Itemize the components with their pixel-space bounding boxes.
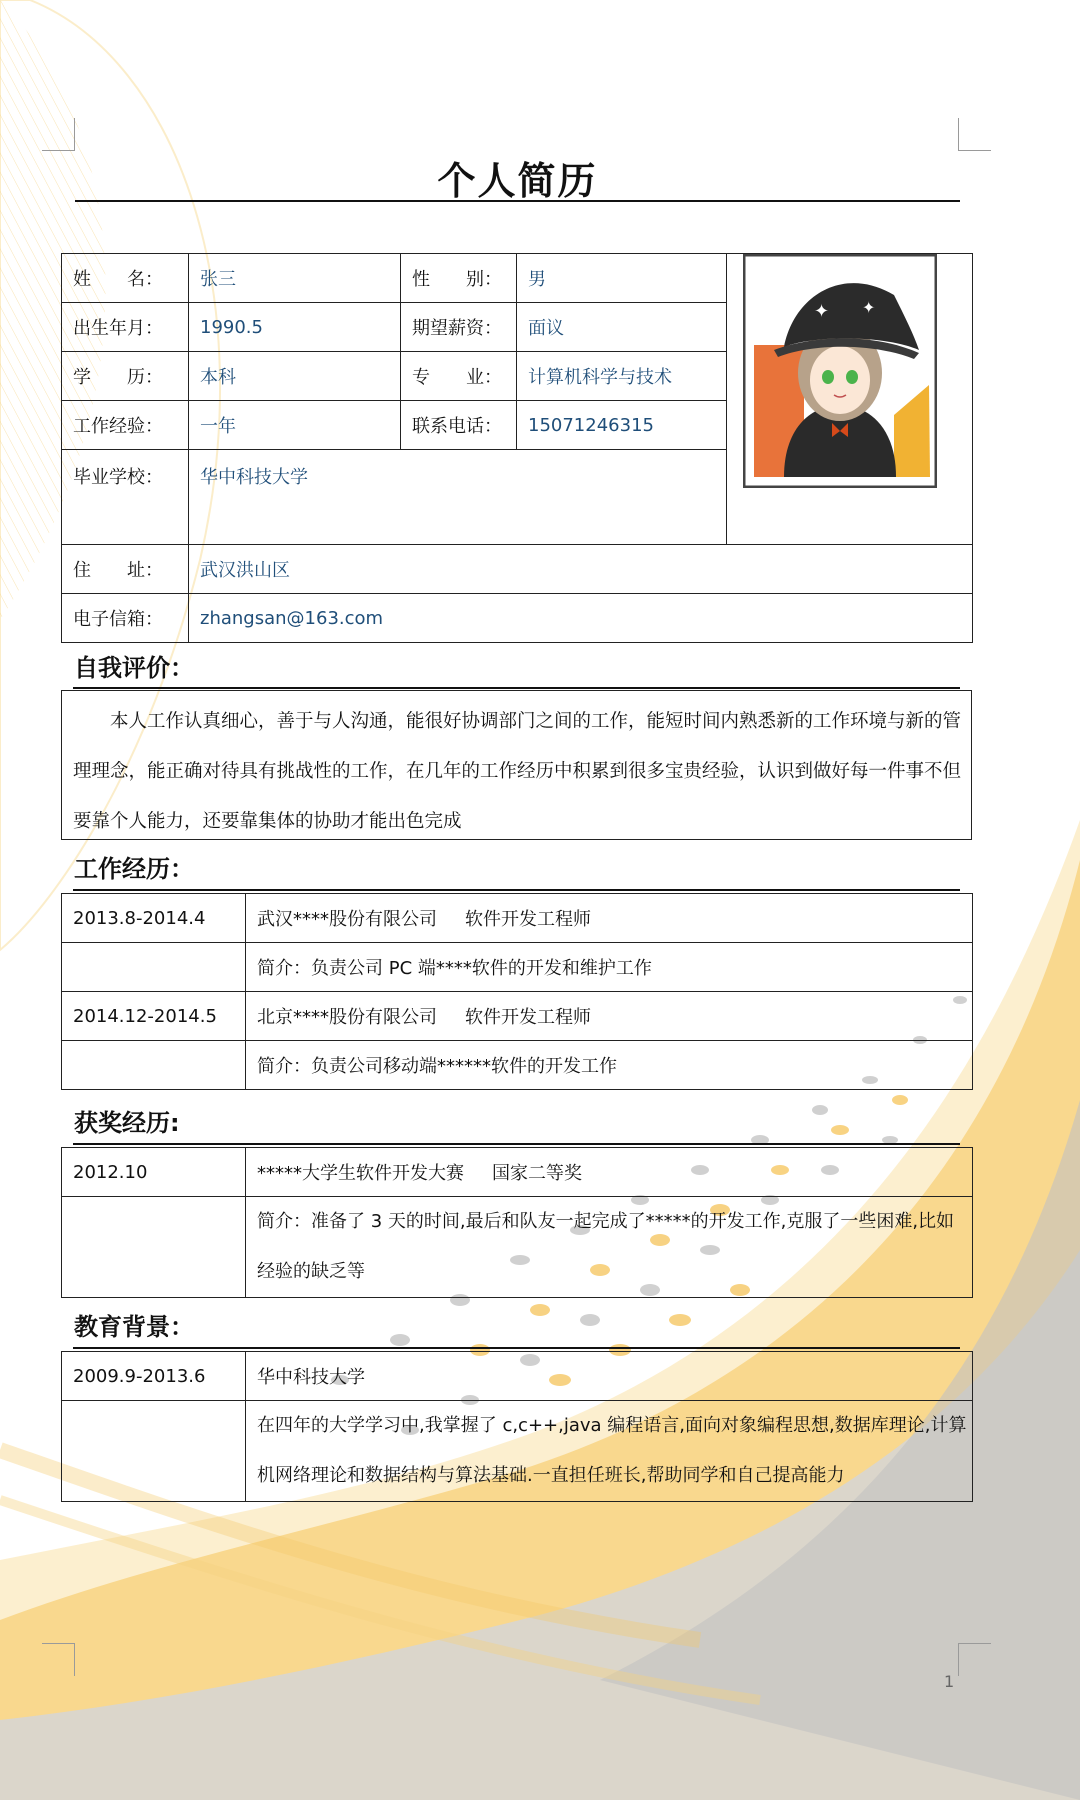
work-experience-rule (73, 889, 960, 891)
award-date: 2012.10 (62, 1148, 246, 1197)
gender-label: 性 别： (401, 254, 517, 303)
work-position: 软件开发工程师 (465, 1007, 591, 1028)
major-value: 计算机科学与技术 (517, 352, 727, 401)
phone-label: 联系电话： (401, 401, 517, 450)
birth-value: 1990.5 (189, 303, 401, 352)
education-description: 在四年的大学学习中,我掌握了 c,c++,java 编程语言,面向对象编程思想,数据库理论,计算机网络理论和数据结构与算法基础.一直担任班长,帮助同学和自己提高能力 (246, 1401, 973, 1502)
education-label: 学 历： (62, 352, 189, 401)
empty-cell (62, 1197, 246, 1298)
table-row (62, 1148, 973, 1197)
work-period: 2014.12-2014.5 (62, 992, 246, 1041)
empty-cell (62, 1401, 246, 1502)
work-company: 武汉****股份有限公司 (257, 909, 437, 930)
award-description: 简介：准备了 3 天的时间,最后和队友一起完成了*****的开发工作,克服了一些困难,比如经验的缺乏等 (246, 1197, 973, 1298)
award-level: 国家二等奖 (492, 1163, 582, 1184)
salary-value: 面议 (517, 303, 727, 352)
award-name: *****大学生软件开发大赛 (257, 1163, 464, 1184)
table-row (62, 1352, 973, 1401)
name-label: 姓 名： (62, 254, 189, 303)
work-period: 2013.8-2014.4 (62, 894, 246, 943)
work-experience-table (61, 893, 973, 1090)
awards-heading: 获奖经历: (74, 1109, 180, 1137)
education-school: 华中科技大学 (246, 1352, 973, 1401)
empty-cell (62, 943, 246, 992)
education-period: 2009.9-2013.6 (62, 1352, 246, 1401)
crop-mark-top-right (958, 118, 991, 151)
svg-text:✦: ✦ (862, 298, 876, 317)
experience-value: 一年 (189, 401, 401, 450)
page-number: 1 (944, 1672, 955, 1691)
table-row (62, 1197, 973, 1298)
phone-value: 15071246315 (517, 401, 727, 450)
education-rule (73, 1347, 960, 1349)
title-underline (75, 200, 960, 202)
page-title: 个人简历 (437, 159, 598, 203)
gender-value: 男 (517, 254, 727, 303)
work-company-position (246, 992, 973, 1041)
name-value: 张三 (189, 254, 401, 303)
school-value: 华中科技大学 (189, 450, 727, 545)
crop-mark-bottom-right (958, 1643, 991, 1676)
school-label: 毕业学校： (62, 450, 189, 545)
table-row (62, 992, 973, 1041)
crop-mark-top-left (42, 118, 75, 151)
table-row (62, 1401, 973, 1502)
work-description: 简介：负责公司 PC 端****软件的开发和维护工作 (246, 943, 973, 992)
email-label: 电子信箱： (62, 594, 189, 643)
award-name-level (246, 1148, 973, 1197)
table-row (62, 943, 973, 992)
email-value: zhangsan@163.com (189, 594, 973, 643)
experience-label: 工作经验： (62, 401, 189, 450)
photo-cell (727, 254, 973, 545)
salary-label: 期望薪资： (401, 303, 517, 352)
personal-info-table (61, 253, 973, 643)
address-value: 武汉洪山区 (189, 545, 973, 594)
table-row (62, 894, 973, 943)
work-experience-heading: 工作经历： (74, 855, 194, 883)
education-heading: 教育背景： (74, 1313, 194, 1341)
education-table (61, 1351, 973, 1502)
address-label: 住 址： (62, 545, 189, 594)
major-label: 专 业： (401, 352, 517, 401)
work-company-position (246, 894, 973, 943)
work-position: 软件开发工程师 (465, 909, 591, 930)
birth-label: 出生年月： (62, 303, 189, 352)
work-description: 简介：负责公司移动端******软件的开发工作 (246, 1041, 973, 1090)
empty-cell (62, 1041, 246, 1090)
self-evaluation-heading: 自我评价： (74, 654, 194, 682)
awards-table (61, 1147, 973, 1298)
table-row (62, 1041, 973, 1090)
self-evaluation-text: 本人工作认真细心，善于与人沟通，能很好协调部门之间的工作，能短时间内熟悉新的工作环境与新的管理理念，能正确对待具有挑战性的工作，在几年的工作经历中积累到很多宝贵经验，认识到做好每一件事不但要靠个人能力，还要靠集体的协助才能出色完成 (61, 690, 972, 840)
education-value: 本科 (189, 352, 401, 401)
crop-mark-bottom-left (42, 1643, 75, 1676)
avatar (743, 254, 937, 488)
work-company: 北京****股份有限公司 (257, 1007, 437, 1028)
self-evaluation-rule (73, 687, 960, 689)
awards-rule (73, 1143, 960, 1145)
svg-text:✦: ✦ (814, 301, 830, 322)
